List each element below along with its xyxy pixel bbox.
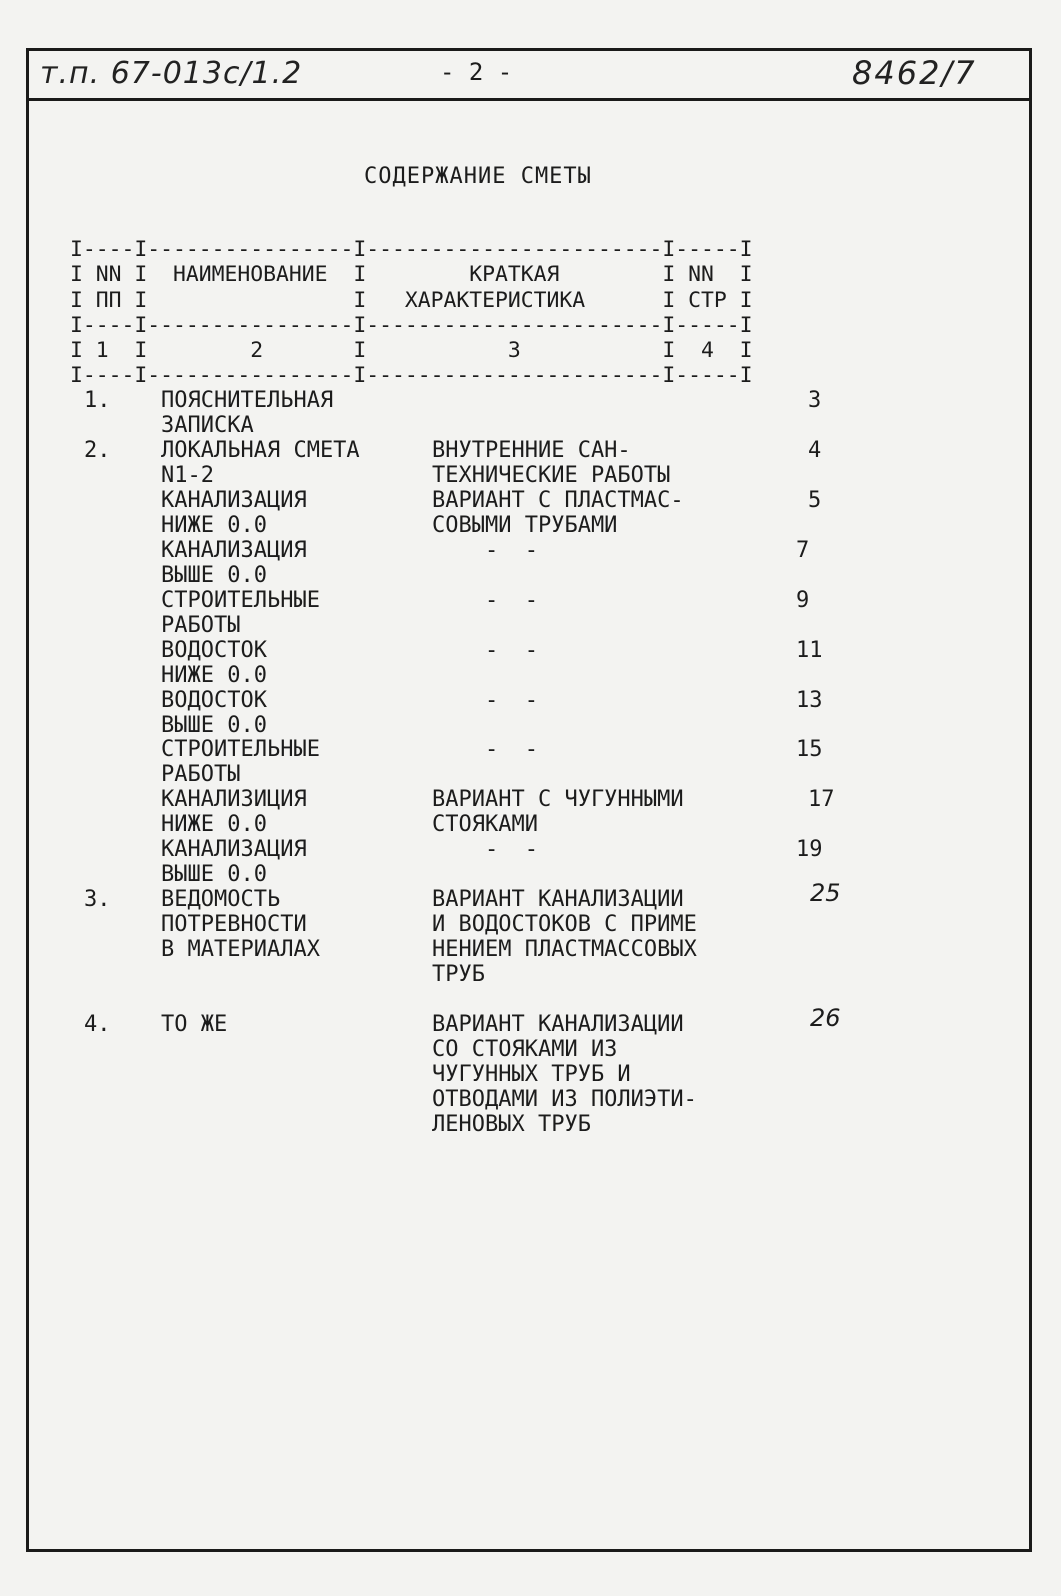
row-name-line: ВЫШЕ 0.0: [161, 713, 267, 738]
row-desc-line: - -: [432, 688, 538, 713]
row-name-line: ВЫШЕ 0.0: [161, 862, 267, 887]
sheet-id: 8462/7: [852, 54, 977, 92]
row-name-line: СТРОИТЕЛЬНЫЕ: [161, 588, 320, 613]
row-desc-line: ТЕХНИЧЕСКИЕ РАБОТЫ: [432, 463, 671, 488]
row-number: 4.: [84, 1012, 111, 1037]
row-name-line: КАНАЛИЗАЦИЯ: [161, 488, 307, 513]
row-desc-line: НЕНИЕМ ПЛАСТМАССОВЫХ: [432, 937, 697, 962]
row-desc-line: ВАРИАНТ КАНАЛИЗАЦИИ: [432, 887, 684, 912]
document-code: т.п. 67-013с/1.2: [40, 56, 303, 91]
row-desc-line: ЧУГУННЫХ ТРУБ И: [432, 1062, 631, 1087]
row-desc-line: И ВОДОСТОКОВ С ПРИМЕ: [432, 912, 697, 937]
row-page-number: 19: [796, 837, 823, 862]
row-name-line: КАНАЛИЗАЦИЯ: [161, 538, 307, 563]
row-desc-line: - -: [432, 638, 538, 663]
row-name-line: РАБОТЫ: [161, 762, 241, 787]
row-desc-line: ЛЕНОВЫХ ТРУБ: [432, 1112, 591, 1137]
row-name-line: ВОДОСТОК: [161, 688, 267, 713]
row-name-line: КАНАЛИЗИЦИЯ: [161, 787, 307, 812]
row-page-number: 25: [810, 879, 841, 907]
row-number: 1.: [84, 388, 111, 413]
row-name-line: НИЖЕ 0.0: [161, 513, 267, 538]
row-page-number: 11: [796, 638, 823, 663]
table-header-rule-bottom: I----I----------------I-----------------------I-----I: [70, 363, 753, 388]
row-page-number: 26: [810, 1004, 841, 1032]
row-name-line: В МАТЕРИАЛАХ: [161, 937, 320, 962]
row-name-line: ТО ЖЕ: [161, 1012, 228, 1037]
row-name-line: РАБОТЫ: [161, 613, 241, 638]
header-rule: [26, 98, 1032, 101]
row-name-line: ПОТРЕВНОСТИ: [161, 912, 307, 937]
row-number: 3.: [84, 887, 111, 912]
row-page-number: 9: [796, 588, 810, 613]
row-desc-line: ОТВОДАМИ ИЗ ПОЛИЭТИ-: [432, 1087, 697, 1112]
row-page-number: 17: [808, 787, 835, 812]
table-header-rule-top: I----I----------------I-----------------------I-----I: [70, 237, 753, 262]
row-name-line: N1-2: [161, 463, 214, 488]
row-desc-line: ТРУБ: [432, 962, 485, 987]
row-desc-line: СТОЯКАМИ: [432, 812, 538, 837]
row-name-line: ВОДОСТОК: [161, 638, 267, 663]
row-desc-line: ВАРИАНТ С ЧУГУННЫМИ: [432, 787, 684, 812]
page-number: - 2 -: [440, 58, 513, 86]
row-desc-line: ВНУТРЕННИЕ САН-: [432, 438, 631, 463]
document-title: СОДЕРЖАНИЕ СМЕТЫ: [364, 164, 592, 189]
table-header-rule-mid: I----I----------------I-----------------------I-----I: [70, 313, 753, 338]
row-name-line: НИЖЕ 0.0: [161, 812, 267, 837]
row-desc-line: ВАРИАНТ КАНАЛИЗАЦИИ: [432, 1012, 684, 1037]
row-desc-line: СОВЫМИ ТРУБАМИ: [432, 513, 618, 538]
row-name-line: ПОЯСНИТЕЛЬНАЯ: [161, 388, 334, 413]
row-page-number: 4: [808, 438, 822, 463]
row-desc-line: СО СТОЯКАМИ ИЗ: [432, 1037, 618, 1062]
table-header-row-3: I 1 I 2 I 3 I 4 I: [70, 338, 753, 363]
row-name-line: ВЫШЕ 0.0: [161, 563, 267, 588]
row-desc-line: ВАРИАНТ С ПЛАСТМАС-: [432, 488, 684, 513]
row-page-number: 13: [796, 688, 823, 713]
row-desc-line: - -: [432, 837, 538, 862]
row-page-number: 15: [796, 737, 823, 762]
row-desc-line: - -: [432, 538, 538, 563]
row-name-line: ВЕДОМОСТЬ: [161, 887, 281, 912]
row-name-line: СТРОИТЕЛЬНЫЕ: [161, 737, 320, 762]
row-name-line: КАНАЛИЗАЦИЯ: [161, 837, 307, 862]
row-desc-line: - -: [432, 588, 538, 613]
row-page-number: 7: [796, 538, 810, 563]
row-name-line: НИЖЕ 0.0: [161, 663, 267, 688]
table-header-row-2: I ПП I I ХАРАКТЕРИСТИКА I СТР I: [70, 288, 753, 313]
row-name-line: ЛОКАЛЬНАЯ СМЕТА: [161, 438, 360, 463]
row-page-number: 3: [808, 388, 822, 413]
table-header-row-1: I NN I НАИМЕНОВАНИЕ I КРАТКАЯ I NN I: [70, 262, 753, 287]
row-number: 2.: [84, 438, 111, 463]
row-desc-line: - -: [432, 737, 538, 762]
row-page-number: 5: [808, 488, 822, 513]
row-name-line: ЗАПИСКА: [161, 413, 254, 438]
